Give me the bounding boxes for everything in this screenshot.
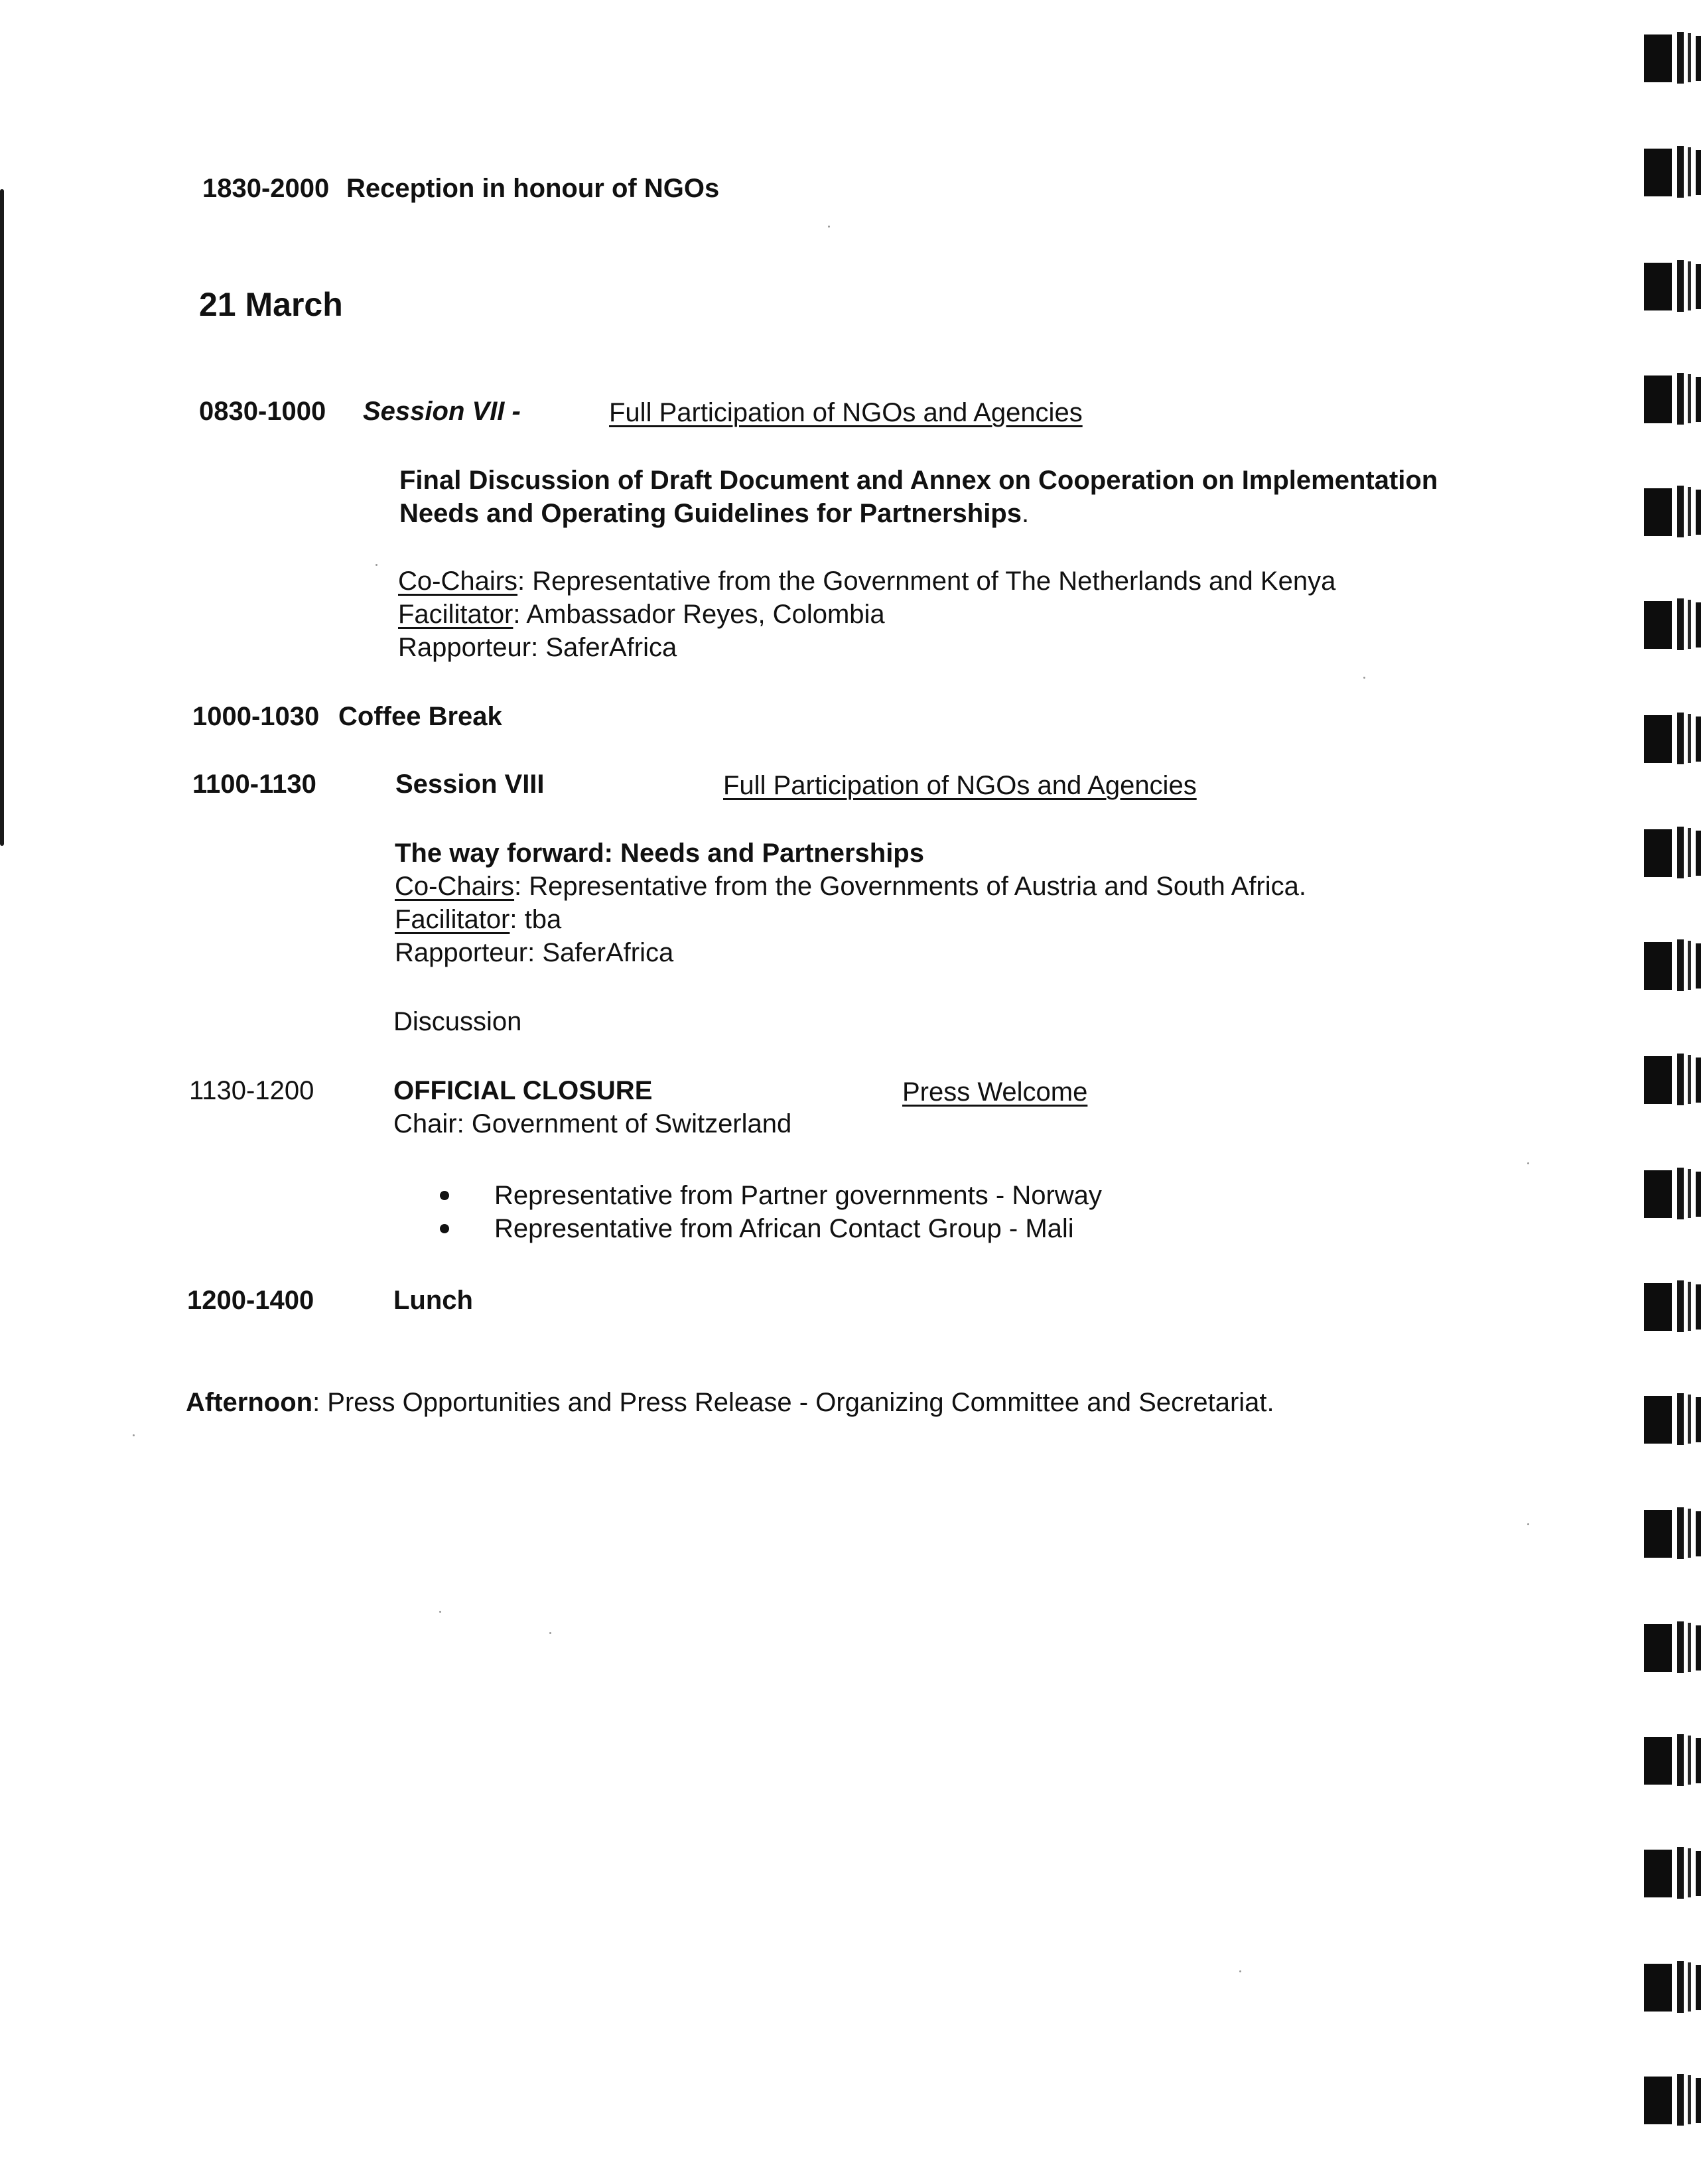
closure-chair: Chair: Government of Switzerland: [393, 1109, 792, 1138]
session8-time: 1100-1130: [192, 770, 316, 799]
scan-speck: [133, 1434, 135, 1436]
closure-time: 1130-1200: [189, 1076, 314, 1105]
binding-ring: [1644, 1961, 1703, 2013]
session7-topic-line2: Needs and Operating Guidelines for Partnerships: [399, 499, 1022, 528]
session8-topic: The way forward: Needs and Partnerships: [395, 839, 924, 868]
reception-time: 1830-2000: [202, 174, 330, 203]
session7-topic-line1: Final Discussion of Draft Document and Annex on Cooperation on Implementation: [399, 466, 1438, 495]
lunch-title: Lunch: [393, 1286, 473, 1315]
session7-cochairs: [398, 565, 1335, 597]
binding-ring: [1644, 32, 1703, 84]
date-heading: 21 March: [199, 286, 343, 323]
binding-ring: [1644, 1280, 1703, 1332]
session8-cochairs-label: Co-Chairs: [395, 872, 515, 901]
scan-speck: [1527, 1162, 1529, 1164]
binding-ring: [1644, 146, 1703, 198]
closure-press: Press Welcome: [902, 1077, 1088, 1107]
binding-ring: [1644, 598, 1703, 650]
session7-topic-period: .: [1022, 499, 1030, 528]
binding-ring: [1644, 1621, 1703, 1673]
session7-topic-line2-row: [399, 498, 1029, 529]
bullet-icon: [440, 1191, 449, 1200]
afternoon-label: Afternoon: [186, 1388, 313, 1417]
scan-speck: [1363, 677, 1365, 679]
scan-speck: [1239, 1970, 1241, 1972]
reception-title: Reception in honour of NGOs: [346, 174, 720, 203]
binding-ring: [1644, 1054, 1703, 1105]
binding-ring: [1644, 373, 1703, 425]
session7-label: Session VII -: [363, 397, 521, 426]
session8-discussion: Discussion: [393, 1007, 522, 1036]
scan-speck: [549, 1632, 551, 1634]
page-edge-shadow: [0, 189, 4, 846]
session7-cochairs-value: : Representative from the Government of The Netherlands and Kenya: [517, 567, 1336, 596]
session7-facilitator-label: Facilitator: [398, 600, 513, 629]
binding-ring: [1644, 486, 1703, 537]
session8-participation: Full Participation of NGOs and Agencies: [723, 771, 1197, 800]
coffee-title: Coffee Break: [338, 702, 502, 731]
closure-bullet-1: Representative from Partner governments - Norway: [494, 1181, 1102, 1210]
session7-facilitator: [398, 598, 885, 630]
lunch-time: 1200-1400: [187, 1286, 314, 1315]
binding-ring: [1644, 1734, 1703, 1786]
scan-speck: [828, 226, 830, 228]
closure-bullet-2: Representative from African Contact Group - Mali: [494, 1214, 1074, 1243]
session8-cochairs: [395, 870, 1306, 902]
binding-ring: [1644, 1393, 1703, 1445]
session8-rapporteur: Rapporteur: SaferAfrica: [395, 938, 674, 967]
session7-participation: Full Participation of NGOs and Agencies: [609, 398, 1083, 427]
session7-facilitator-value: : Ambassador Reyes, Colombia: [513, 600, 885, 629]
scan-speck: [439, 1611, 441, 1613]
coffee-time: 1000-1030: [192, 702, 320, 731]
session8-label: Session VIII: [395, 770, 545, 799]
session7-cochairs-label: Co-Chairs: [398, 567, 518, 596]
binding-ring: [1644, 939, 1703, 991]
scan-speck: [375, 564, 377, 566]
binding-ring: [1644, 1168, 1703, 1219]
session8-facilitator-label: Facilitator: [395, 905, 510, 934]
bullet-icon: [440, 1224, 449, 1233]
binding-ring: [1644, 827, 1703, 878]
binding-ring: [1644, 1847, 1703, 1899]
binding-ring: [1644, 2074, 1703, 2126]
closure-title: OFFICIAL CLOSURE: [393, 1076, 653, 1105]
session7-rapporteur: Rapporteur: SaferAfrica: [398, 633, 677, 662]
session8-cochairs-value: : Representative from the Governments of Austria and South Africa.: [514, 872, 1306, 901]
binding-ring: [1644, 713, 1703, 764]
session7-time: 0830-1000: [199, 397, 326, 426]
scan-speck: [1527, 1523, 1529, 1525]
session8-facilitator-value: : tba: [510, 905, 562, 934]
afternoon-text: : Press Opportunities and Press Release - Organizing Committee and Secretariat.: [312, 1388, 1274, 1417]
session8-facilitator: [395, 904, 561, 935]
afternoon-line: [186, 1387, 1274, 1418]
binding-ring: [1644, 260, 1703, 312]
binding-ring: [1644, 1507, 1703, 1559]
